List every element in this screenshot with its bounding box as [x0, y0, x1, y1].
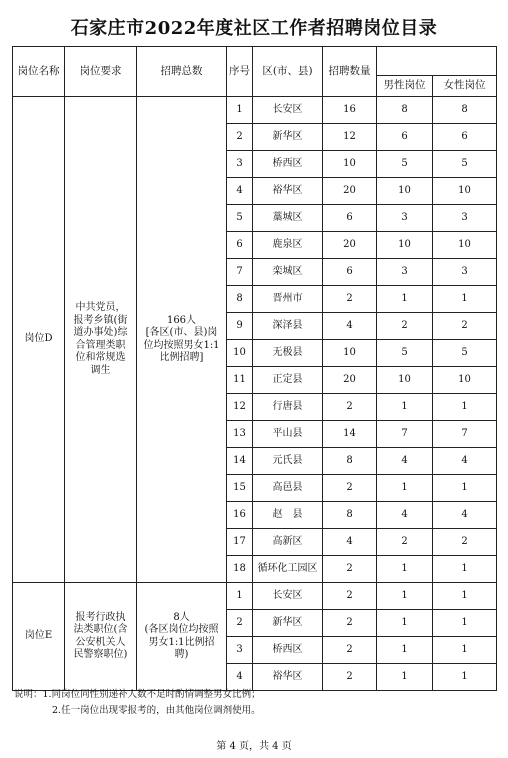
header-count: 招聘数量	[323, 47, 377, 97]
seq-cell: 10	[227, 340, 253, 367]
seq-cell: 2	[227, 124, 253, 151]
male-cell: 1	[377, 583, 433, 610]
requirement-text: 中共党员，报考乡镇(街道办事处)综合管理类职位和常规选调生	[73, 302, 128, 376]
district-cell: 栾城区	[253, 259, 323, 286]
male-cell: 10	[377, 367, 433, 394]
header-position-name: 岗位名称	[13, 47, 65, 97]
female-cell: 7	[433, 421, 497, 448]
female-cell: 3	[433, 259, 497, 286]
seq-cell: 4	[227, 178, 253, 205]
male-cell: 10	[377, 178, 433, 205]
female-cell: 10	[433, 178, 497, 205]
male-cell: 7	[377, 421, 433, 448]
male-cell: 10	[377, 232, 433, 259]
district-cell: 高新区	[253, 529, 323, 556]
female-cell: 10	[433, 232, 497, 259]
seq-cell: 1	[227, 583, 253, 610]
count-cell: 10	[323, 151, 377, 178]
female-cell: 4	[433, 502, 497, 529]
seq-cell: 13	[227, 421, 253, 448]
count-cell: 14	[323, 421, 377, 448]
male-cell: 5	[377, 151, 433, 178]
header-requirements: 岗位要求	[65, 47, 137, 97]
district-cell: 长安区	[253, 97, 323, 124]
seq-cell: 9	[227, 313, 253, 340]
seq-cell: 17	[227, 529, 253, 556]
header-seq: 序号	[227, 47, 253, 97]
count-cell: 6	[323, 259, 377, 286]
district-cell: 正定县	[253, 367, 323, 394]
male-cell: 1	[377, 637, 433, 664]
table-row	[13, 97, 497, 124]
female-cell: 2	[433, 529, 497, 556]
male-cell: 2	[377, 529, 433, 556]
district-cell: 桥西区	[253, 151, 323, 178]
document-title: 石家庄市2022年度社区工作者招聘岗位目录	[70, 18, 438, 39]
count-cell: 2	[323, 610, 377, 637]
district-cell: 无极县	[253, 340, 323, 367]
seq-cell: 15	[227, 475, 253, 502]
count-cell: 6	[323, 205, 377, 232]
count-cell: 2	[323, 394, 377, 421]
female-cell: 1	[433, 637, 497, 664]
count-cell: 8	[323, 502, 377, 529]
seq-cell: 18	[227, 556, 253, 583]
page-footer: 第 4 页，共 4 页	[216, 741, 292, 752]
male-cell: 1	[377, 556, 433, 583]
district-cell: 平山县	[253, 421, 323, 448]
district-cell: 循环化工园区	[253, 556, 323, 583]
seq-cell: 6	[227, 232, 253, 259]
total-cell	[137, 97, 227, 583]
district-cell: 新华区	[253, 610, 323, 637]
count-cell: 2	[323, 286, 377, 313]
header-gender-blank	[377, 47, 497, 76]
total-text: 166人 [各区(市、县)岗位均按照男女1:1比例招聘]	[143, 314, 220, 363]
seq-cell: 2	[227, 610, 253, 637]
header-district: 区(市、县)	[253, 47, 323, 97]
seq-cell: 1	[227, 97, 253, 124]
female-cell: 2	[433, 313, 497, 340]
district-cell: 行唐县	[253, 394, 323, 421]
female-cell: 6	[433, 124, 497, 151]
female-cell: 1	[433, 475, 497, 502]
male-cell: 1	[377, 394, 433, 421]
male-cell: 1	[377, 286, 433, 313]
notes	[14, 687, 261, 719]
district-cell: 高邑县	[253, 475, 323, 502]
table-row	[13, 583, 497, 610]
female-cell: 5	[433, 151, 497, 178]
seq-cell: 16	[227, 502, 253, 529]
seq-cell: 4	[227, 664, 253, 691]
district-cell: 深泽县	[253, 313, 323, 340]
seq-cell: 7	[227, 259, 253, 286]
male-cell: 8	[377, 97, 433, 124]
female-cell: 1	[433, 556, 497, 583]
district-cell: 新华区	[253, 124, 323, 151]
position-name-cell: 岗位E	[13, 583, 65, 691]
count-cell: 12	[323, 124, 377, 151]
count-cell: 8	[323, 448, 377, 475]
female-cell: 1	[433, 286, 497, 313]
male-cell: 1	[377, 475, 433, 502]
count-cell: 20	[323, 232, 377, 259]
district-cell: 鹿泉区	[253, 232, 323, 259]
male-cell: 1	[377, 664, 433, 691]
male-cell: 2	[377, 313, 433, 340]
count-cell: 2	[323, 556, 377, 583]
count-cell: 16	[323, 97, 377, 124]
male-cell: 3	[377, 205, 433, 232]
male-cell: 4	[377, 448, 433, 475]
seq-cell: 3	[227, 151, 253, 178]
header-male: 男性岗位	[377, 76, 433, 97]
count-cell: 2	[323, 664, 377, 691]
male-cell: 6	[377, 124, 433, 151]
district-cell: 裕华区	[253, 664, 323, 691]
note-1: 说明：1.同岗位同性别递补人数不足时酌情调整男女比例；	[14, 689, 261, 700]
district-cell: 藁城区	[253, 205, 323, 232]
count-cell: 10	[323, 340, 377, 367]
female-cell: 3	[433, 205, 497, 232]
seq-cell: 12	[227, 394, 253, 421]
district-cell: 裕华区	[253, 178, 323, 205]
district-cell: 桥西区	[253, 637, 323, 664]
district-cell: 长安区	[253, 583, 323, 610]
count-cell: 2	[323, 475, 377, 502]
total-cell	[137, 583, 227, 691]
count-cell: 20	[323, 178, 377, 205]
total-text: 8人 (各区岗位均按照男女1:1比例招聘)	[144, 611, 219, 660]
female-cell: 4	[433, 448, 497, 475]
female-cell: 1	[433, 394, 497, 421]
requirement-cell	[65, 583, 137, 691]
seq-cell: 3	[227, 637, 253, 664]
positions-table	[12, 46, 497, 691]
requirement-text: 报考行政执法类职位(含公安机关人民警察职位)	[73, 611, 128, 660]
position-name-cell: 岗位D	[13, 97, 65, 583]
female-cell: 1	[433, 583, 497, 610]
female-cell: 10	[433, 367, 497, 394]
female-cell: 5	[433, 340, 497, 367]
seq-cell: 5	[227, 205, 253, 232]
female-cell: 8	[433, 97, 497, 124]
male-cell: 5	[377, 340, 433, 367]
district-cell: 赵 县	[253, 502, 323, 529]
seq-cell: 14	[227, 448, 253, 475]
note-2: 2.任一岗位出现零报考的，由其他岗位调剂使用。	[52, 705, 261, 716]
count-cell: 4	[323, 313, 377, 340]
female-cell: 1	[433, 610, 497, 637]
count-cell: 2	[323, 637, 377, 664]
header-female: 女性岗位	[433, 76, 497, 97]
male-cell: 3	[377, 259, 433, 286]
male-cell: 1	[377, 610, 433, 637]
count-cell: 20	[323, 367, 377, 394]
male-cell: 4	[377, 502, 433, 529]
district-cell: 晋州市	[253, 286, 323, 313]
district-cell: 元氏县	[253, 448, 323, 475]
count-cell: 2	[323, 583, 377, 610]
female-cell: 1	[433, 664, 497, 691]
count-cell: 4	[323, 529, 377, 556]
seq-cell: 8	[227, 286, 253, 313]
seq-cell: 11	[227, 367, 253, 394]
header-total: 招聘总数	[137, 47, 227, 97]
requirement-cell	[65, 97, 137, 583]
